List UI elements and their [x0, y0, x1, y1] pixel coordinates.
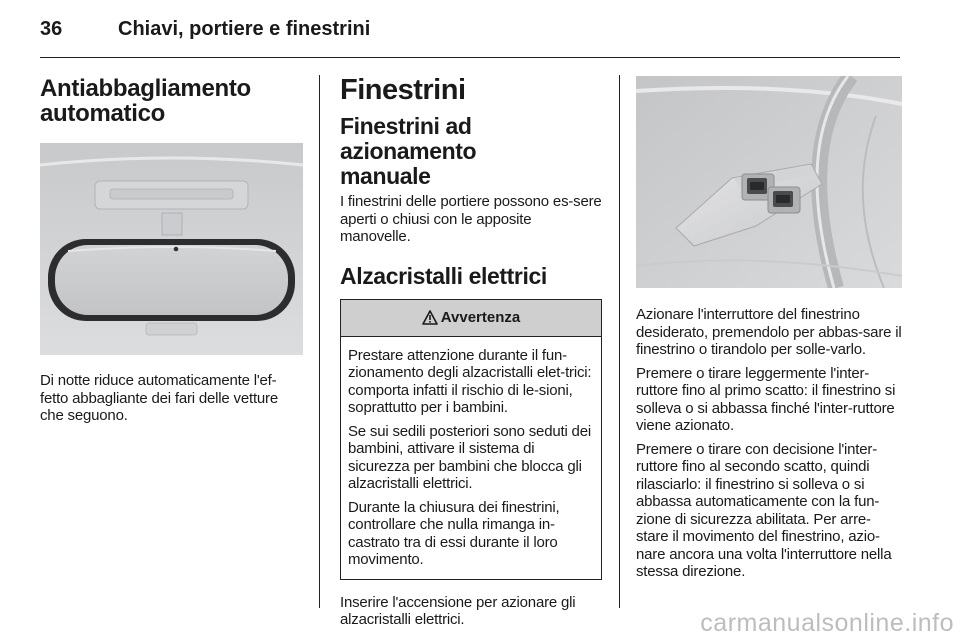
paragraph: Azionare l'interruttore del finestrino desiderato, premendolo per abbas-sare il finestrino o tirandolo per solle-varlo.	[636, 306, 902, 358]
paragraph: Premere o tirare con decisione l'inter-ruttore fino al secondo scatto, quindi rilasciarlo: il finestrino si solleva o si abbassa automaticamente con la fun-zione di sicurezza abilitata. Per arre-stare il movimento del finestrino, azio-nare ancora una volta l'interruttore nella stessa direzione.	[636, 440, 892, 580]
warning-paragraph: Se sui sedili posteriori sono seduti dei bambini, attivare il sistema di sicurezza per bambini che blocca gli alzacristalli elettrici.	[348, 422, 591, 492]
chapter-heading: Finestrini	[340, 74, 466, 106]
header-rule	[40, 57, 900, 58]
heading-line: Finestrini ad azionamento	[340, 113, 477, 164]
paragraph: Inserire l'accensione per azionare gli alzacristalli elettrici.	[340, 593, 576, 628]
window-switch-illustration	[636, 76, 902, 288]
paragraph: I finestrini delle portiere possono es-sere aperti o chiusi con le apposite manovelle.	[340, 193, 602, 245]
column-right	[636, 70, 902, 587]
warning-title: Avvertenza	[440, 309, 521, 326]
warning-header	[341, 300, 601, 337]
section-heading-power-windows: Alzacristalli elettrici	[340, 262, 547, 289]
heading-line: manuale	[340, 163, 431, 189]
warning-paragraph: Durante la chiusura dei finestrini, controllare che nulla rimanga in-castrato tra di essi durante il loro movimento.	[348, 498, 560, 568]
rearview-mirror-illustration	[40, 143, 303, 355]
column-left	[40, 70, 303, 431]
watermark: carmanualsonline.info	[700, 609, 954, 637]
column-separator	[319, 75, 320, 608]
heading-line: automatico	[40, 100, 166, 127]
warning-triangle-icon	[422, 310, 438, 325]
section-heading-antiabbagliamento	[40, 76, 303, 126]
paragraph: Di notte riduce automaticamente l'ef-fetto abbagliante dei fari delle vetture che seguono.	[40, 372, 278, 424]
column-middle	[340, 70, 602, 635]
running-head: Chiavi, portiere e finestrini	[118, 18, 371, 40]
warning-paragraph: Prestare attenzione durante il fun-zionamento degli alzacristalli elet-trici: comporta infatti il rischio di le-sioni, soprattutto per i bambini.	[348, 346, 592, 416]
heading-line: Antiabbagliamento	[40, 75, 251, 102]
column-separator	[619, 75, 620, 608]
warning-box	[340, 299, 602, 580]
section-heading-manual-windows	[340, 114, 602, 189]
page-number: 36	[40, 18, 63, 40]
paragraph: Premere o tirare leggermente l'inter-ruttore fino al primo scatto: il finestrino si solleva o si abbassa finché l'inter-ruttore viene azionato.	[636, 364, 896, 434]
warning-body	[341, 337, 601, 579]
